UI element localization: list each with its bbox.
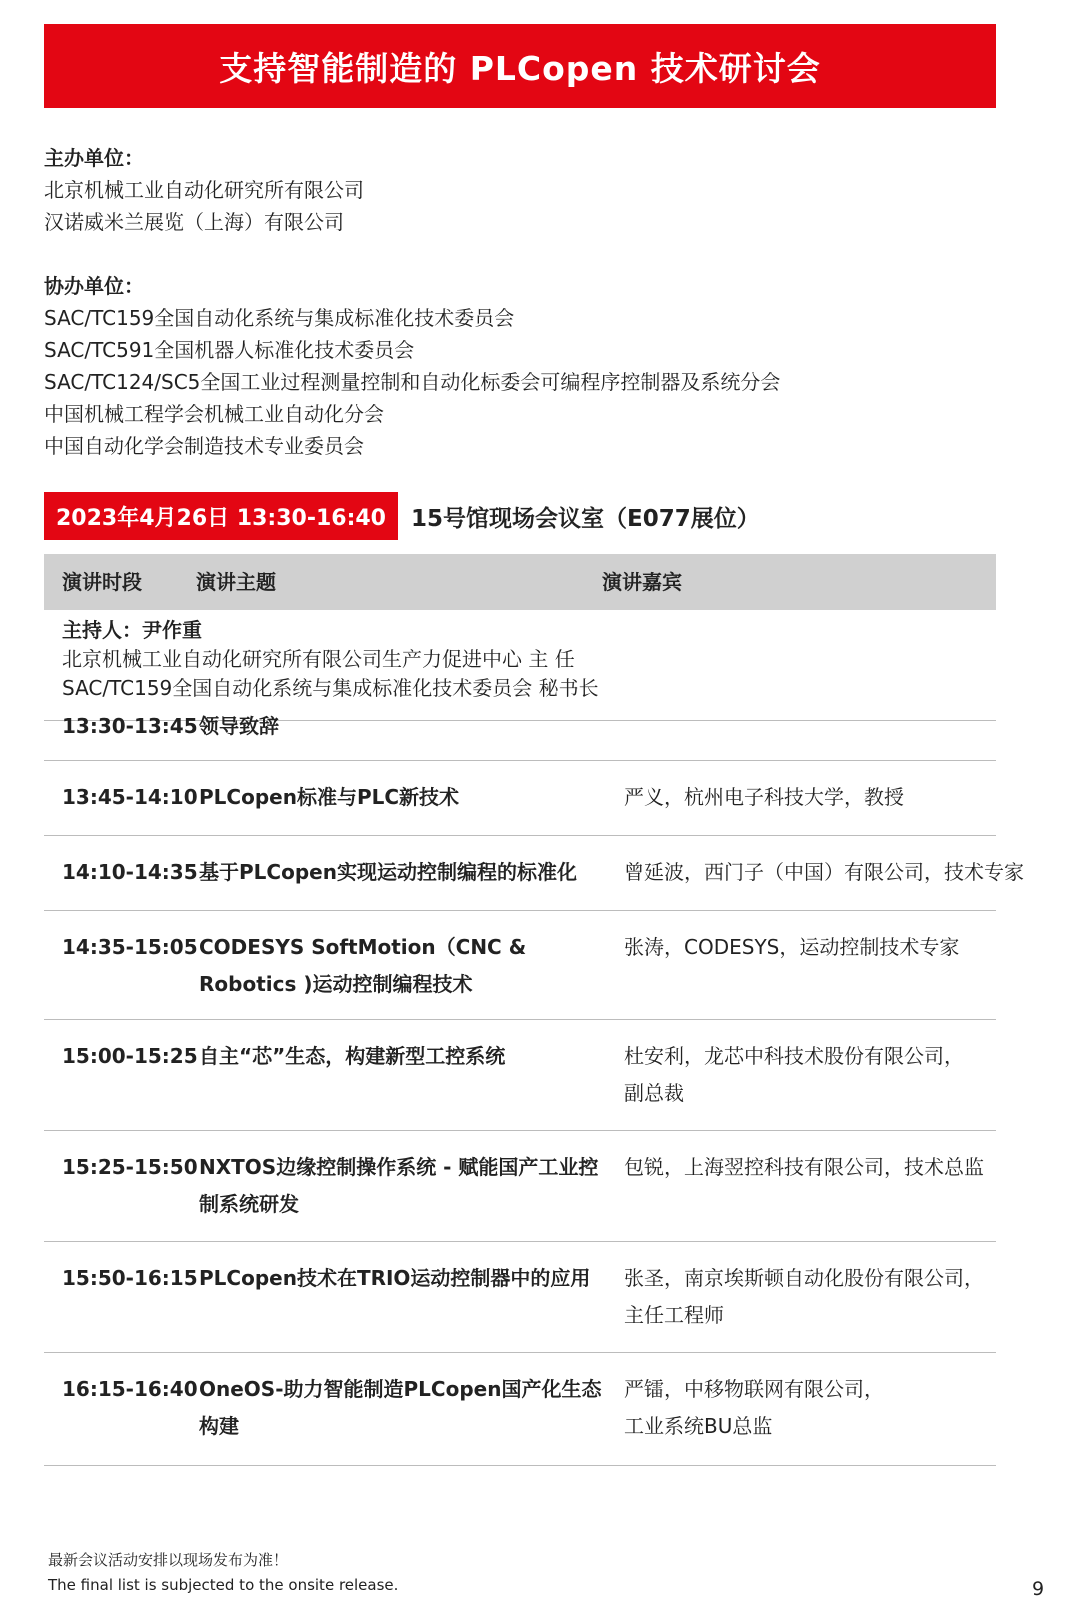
host-title-line: SAC/TC159全国自动化系统与集成标准化技术委员会 秘书长 [62,676,599,700]
row-topic: 自主“芯”生态，构建新型工控系统 [199,1044,506,1068]
row-time: 15:25-15:50 [62,1155,198,1179]
row-speaker: 杜安利，龙芯中科技术股份有限公司，副总裁 [624,1044,964,1105]
organizers-heading: 主办单位： [44,146,144,170]
row-topic: 基于PLCopen实现运动控制编程的标准化 [199,860,577,884]
organizer-line: 汉诺威米兰展览（上海）有限公司 [44,210,344,234]
row-speaker: 张涛，CODESYS，运动控制技术专家 [624,935,960,959]
page-number: 9 [1032,1578,1045,1600]
organizer-line: 北京机械工业自动化研究所有限公司 [44,178,364,202]
co-organizer-line: SAC/TC159全国自动化系统与集成标准化技术委员会 [44,306,515,330]
row-topic: CODESYS SoftMotion（CNC & Robotics )运动控制编程技术 [199,935,527,996]
row-time: 15:00-15:25 [62,1044,198,1068]
row-time: 13:30-13:45 [62,714,198,738]
row-time: 16:15-16:40 [62,1377,198,1401]
row-speaker: 严义，杭州电子科技大学，教授 [624,785,904,809]
table-row [44,836,1024,911]
row-topic: PLCopen标准与PLC新技术 [199,785,460,809]
table-row [44,761,996,836]
header-topic: 演讲主题 [196,570,276,594]
table-row [44,1353,996,1466]
header-speaker: 演讲嘉宾 [602,570,682,594]
table-row [44,1020,996,1131]
co-organizer-line: SAC/TC591全国机器人标准化技术委员会 [44,338,415,362]
host-name: 主持人：尹作重 [62,618,202,642]
schedule-table-header [44,554,996,610]
row-topic: NXTOS边缘控制操作系统 - 赋能国产工业控制系统研发 [199,1155,599,1216]
row-topic: PLCopen技术在TRIO运动控制器中的应用 [199,1266,591,1290]
row-time: 14:10-14:35 [62,860,198,884]
table-row [44,1131,996,1242]
row-time: 13:45-14:10 [62,785,198,809]
co-organizers-heading: 协办单位： [44,274,144,298]
row-speaker: 张圣，南京埃斯顿自动化股份有限公司，主任工程师 [624,1266,984,1327]
header-time: 演讲时段 [62,570,142,594]
footer-note [48,1548,398,1598]
session-venue: 15号馆现场会议室（E077展位） [411,505,760,532]
table-row [44,1242,996,1353]
footer-note-en: The final list is subjected to the onsite release. [48,1576,399,1594]
table-row [44,696,996,761]
host-title-line: 北京机械工业自动化研究所有限公司生产力促进中心 主 任 [62,647,575,671]
footer-note-cn: 最新会议活动安排以现场发布为准！ [48,1551,289,1569]
co-organizer-line: 中国自动化学会制造技术专业委员会 [44,434,364,458]
co-organizer-line: SAC/TC124/SC5全国工业过程测量控制和自动化标委会可编程序控制器及系统分会 [44,370,781,394]
row-speaker: 严镭，中移物联网有限公司，工业系统BU总监 [624,1377,884,1438]
row-topic: 领导致辞 [199,714,279,738]
row-time: 14:35-15:05 [62,935,198,959]
organizers-section [44,142,364,238]
session-datetime: 2023年4月26日 13:30-16:40 [44,492,398,540]
page-title: 支持智能制造的 PLCopen 技术研讨会 [44,24,996,108]
row-speaker: 包锐，上海翌控科技有限公司，技术总监 [624,1155,984,1179]
table-row [44,911,996,1020]
row-topic: OneOS-助力智能制造PLCopen国产化生态构建 [199,1377,602,1438]
co-organizers-section [44,270,780,462]
row-speaker: 曾延波，西门子（中国）有限公司，技术专家 [624,860,1024,884]
co-organizer-line: 中国机械工程学会机械工业自动化分会 [44,402,384,426]
row-time: 15:50-16:15 [62,1266,198,1290]
